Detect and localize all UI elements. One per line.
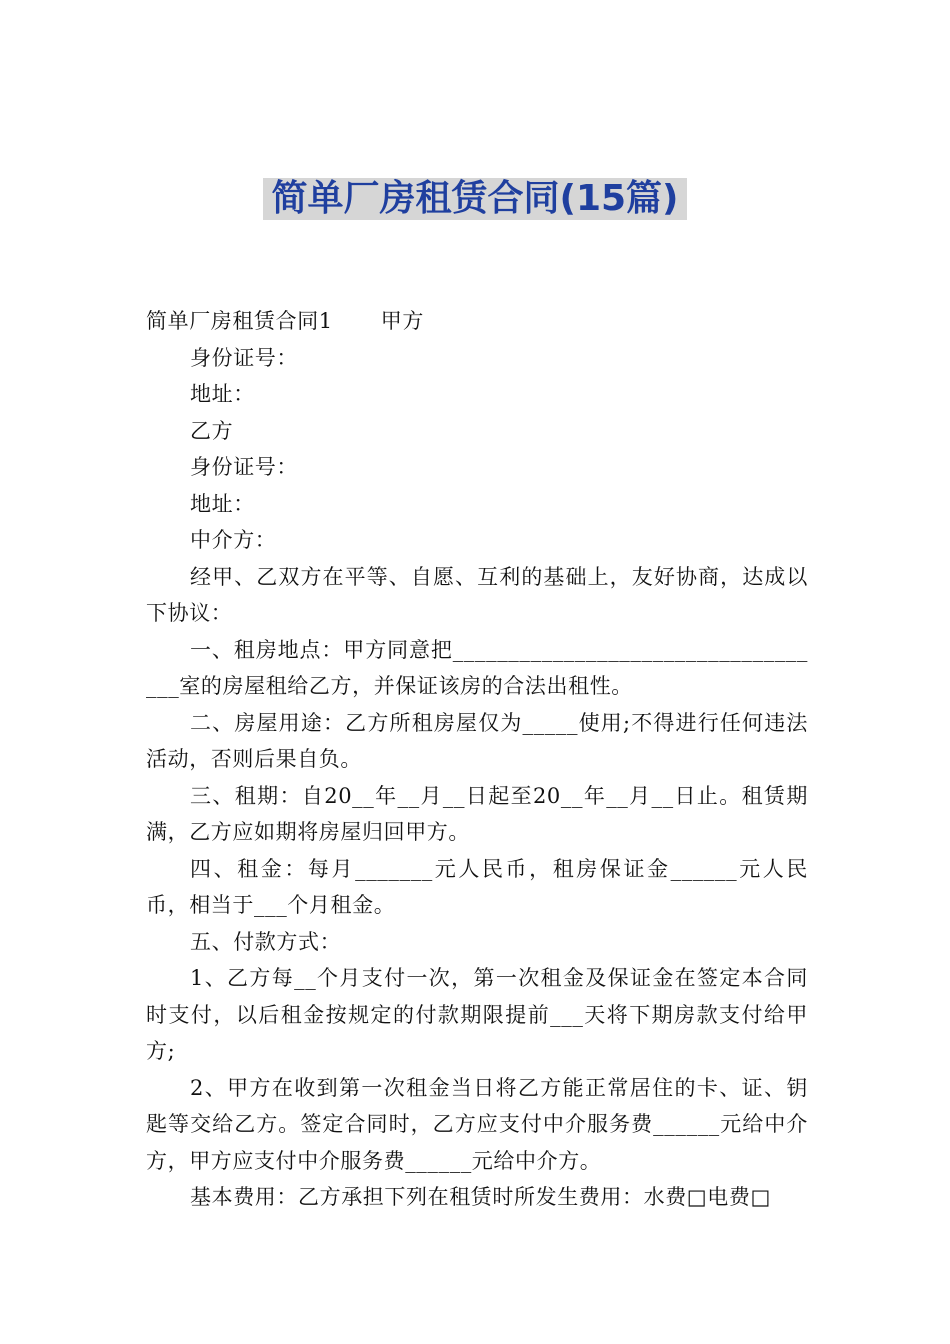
paragraph: 四、租金：每月_______元人民币，租房保证金______元人民币，相当于___个月租金。	[146, 856, 808, 917]
paragraph: 三、租期：自20__年__月__日起至20__年__月__日止。租赁期满，乙方应如期将房屋归回甲方。	[146, 783, 808, 844]
paragraph: 身份证号：	[190, 455, 298, 479]
paragraph: 五、付款方式：	[190, 929, 342, 954]
paragraph: 身份证号：	[190, 345, 298, 370]
paragraph: 地址：	[190, 382, 255, 406]
document-body	[146, 303, 808, 1216]
paragraph: 1、乙方每__个月支付一次，第一次租金及保证金在签定本合同时支付，以后租金按规定的付款期限提前___天将下期房款支付给甲方;	[146, 966, 808, 1063]
paragraph: 基本费用：乙方承担下列在租赁时所发生费用：水费□电费□	[190, 1185, 771, 1209]
paragraph: 乙方	[190, 418, 234, 443]
paragraph: 2、甲方在收到第一次租金当日将乙方能正常居住的卡、证、钥匙等交给乙方。签定合同时，乙方应支付中介服务费______元给中介方，甲方应支付中介服务费______元给中介方。	[146, 1075, 808, 1173]
party-a-label: 甲方	[380, 309, 424, 333]
paragraph: 一、租房地点：甲方同意把________________________________ ___室的房屋租给乙方，并保证该房的合法出租性。	[146, 637, 808, 698]
paragraph: 地址：	[190, 491, 255, 516]
document-title: 简单厂房租赁合同(15篇)	[263, 178, 686, 220]
paragraph: 中介方：	[190, 528, 277, 552]
contract-number-label: 简单厂房租赁合同1	[146, 309, 333, 333]
paragraph: 二、房屋用途：乙方所租房屋仅为_____使用;不得进行任何违法活动，否则后果自负。	[146, 710, 808, 771]
contract-heading-line	[146, 303, 808, 340]
paragraph: 经甲、乙双方在平等、自愿、互利的基础上，友好协商，达成以下协议：	[146, 564, 808, 625]
title-container	[0, 178, 950, 220]
